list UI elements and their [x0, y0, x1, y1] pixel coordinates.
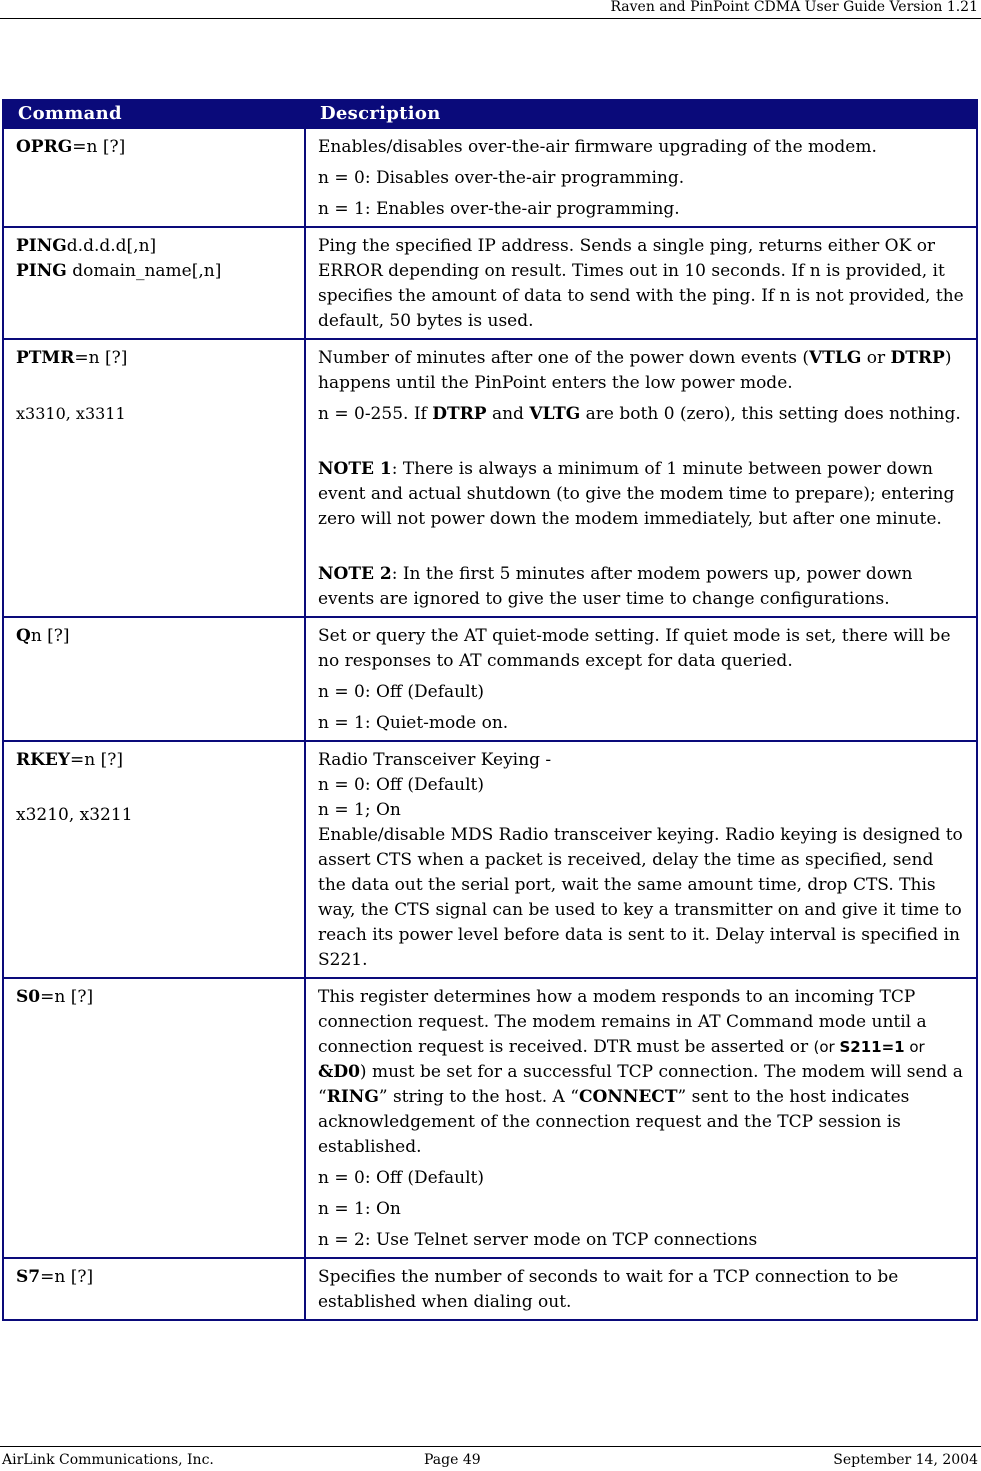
command-cell [3, 741, 305, 978]
command-cell [3, 128, 305, 227]
command-name: PTMR [16, 348, 75, 368]
command-name: S7 [16, 1267, 41, 1287]
description-text: Ping the specified IP address. Sends a single ping, returns either OK or ERROR depending on result. Times out in 10 seconds. If n is provided, it specifies the amount of data to send with the ping. If n is not provided, the default, 50 bytes is used. [318, 236, 964, 331]
command-syntax: n [?] [30, 626, 70, 646]
command-name: S0 [16, 987, 41, 1007]
table-row [3, 978, 977, 1258]
table-row [3, 128, 977, 227]
document-title: Raven and PinPoint CDMA User Guide Version 1.21 [610, 0, 978, 15]
table-row [3, 741, 977, 978]
command-syntax: d.d.d.d[,n] [66, 236, 157, 256]
option-text: n = 0-255. If DTRP and VLTG are both 0 (zero), this setting does nothing. [318, 404, 961, 424]
note-1: NOTE 1: There is always a minimum of 1 minute between power down event and actual shutdown (to give the modem time to prepare); entering zero will not power down the modem immediately, but after one minute. [318, 459, 955, 529]
command-cell [3, 978, 305, 1258]
description-cell [305, 741, 977, 978]
command-cell [3, 617, 305, 741]
command-syntax: =n [?] [40, 987, 94, 1007]
command-syntax: =n [?] [70, 750, 123, 770]
command-cell [3, 227, 305, 339]
option-text: n = 0: Disables over-the-air programming. [318, 168, 685, 188]
page-header [0, 0, 981, 19]
table-header-row [3, 100, 977, 128]
option-text: n = 0: Off (Default) [318, 682, 484, 702]
register-list: x3310, x3311 [16, 404, 126, 423]
description-text: Enables/disables over-the-air firmware upgrading of the modem. [318, 137, 877, 157]
command-syntax: =n [?] [72, 137, 126, 157]
command-name: PING [16, 261, 67, 281]
description-text: Specifies the number of seconds to wait for a TCP connection to be established when dialing out. [318, 1267, 899, 1312]
command-name: OPRG [16, 137, 73, 157]
option-text: n = 1: On [318, 1199, 401, 1219]
command-name: PING [16, 236, 67, 256]
command-cell [3, 339, 305, 617]
footer-page-number: Page 49 [424, 1452, 481, 1468]
description-cell [305, 617, 977, 741]
table-row [3, 339, 977, 617]
table-row [3, 1258, 977, 1320]
description-cell [305, 128, 977, 227]
command-name: RKEY [16, 750, 70, 770]
note-2: NOTE 2: In the first 5 minutes after modem powers up, power down events are ignored to give the user time to change configurations. [318, 564, 913, 609]
option-text: n = 1: Quiet-mode on. [318, 713, 509, 733]
footer-date: September 14, 2004 [833, 1452, 978, 1468]
page-footer [0, 1446, 981, 1471]
table-row [3, 227, 977, 339]
description-text: Set or query the AT quiet-mode setting. If quiet mode is set, there will be no responses to AT commands except for data queried. [318, 626, 951, 671]
command-syntax: domain_name[,n] [66, 261, 222, 281]
command-syntax: =n [?] [40, 1267, 94, 1287]
description-text: Radio Transceiver Keying - [318, 750, 552, 770]
command-table [2, 99, 978, 1321]
table-row [3, 617, 977, 741]
description-cell [305, 339, 977, 617]
description-cell [305, 978, 977, 1258]
command-name: Q [16, 626, 31, 646]
option-text: n = 1; On [318, 800, 401, 820]
option-text: n = 2: Use Telnet server mode on TCP connections [318, 1230, 758, 1250]
option-text: n = 1: Enables over-the-air programming. [318, 199, 680, 219]
column-header-command: Command [3, 100, 305, 128]
option-text: n = 0: Off (Default) [318, 1168, 484, 1188]
footer-company: AirLink Communications, Inc. [2, 1452, 214, 1468]
command-cell [3, 1258, 305, 1320]
description-text: Enable/disable MDS Radio transceiver keying. Radio keying is designed to assert CTS when a packet is received, delay the time as specified, send the data out the serial port, wait the same amount time, drop CTS. This way, the CTS signal can be used to key a transmitter on and give it time to reach its power level before data is sent to it. Delay interval is specified in S221. [318, 825, 963, 970]
description-text: This register determines how a modem responds to an incoming TCP connection request. The modem remains in AT Command mode until a connection request is received. DTR must be asserted or (or S211=1 or &D0) must be set for a successful TCP connection. The modem will send a “RING” string to the host. A “CONNECT” sent to the host indicates acknowledgement of the connection request and the TCP session is established. [318, 987, 963, 1157]
description-cell [305, 1258, 977, 1320]
command-syntax: =n [?] [74, 348, 128, 368]
description-cell [305, 227, 977, 339]
description-text: Number of minutes after one of the power down events (VTLG or DTRP) happens until the PinPoint enters the low power mode. [318, 348, 952, 393]
column-header-description: Description [305, 100, 977, 128]
register-list: x3210, x3211 [16, 805, 133, 825]
option-text: n = 0: Off (Default) [318, 775, 484, 795]
